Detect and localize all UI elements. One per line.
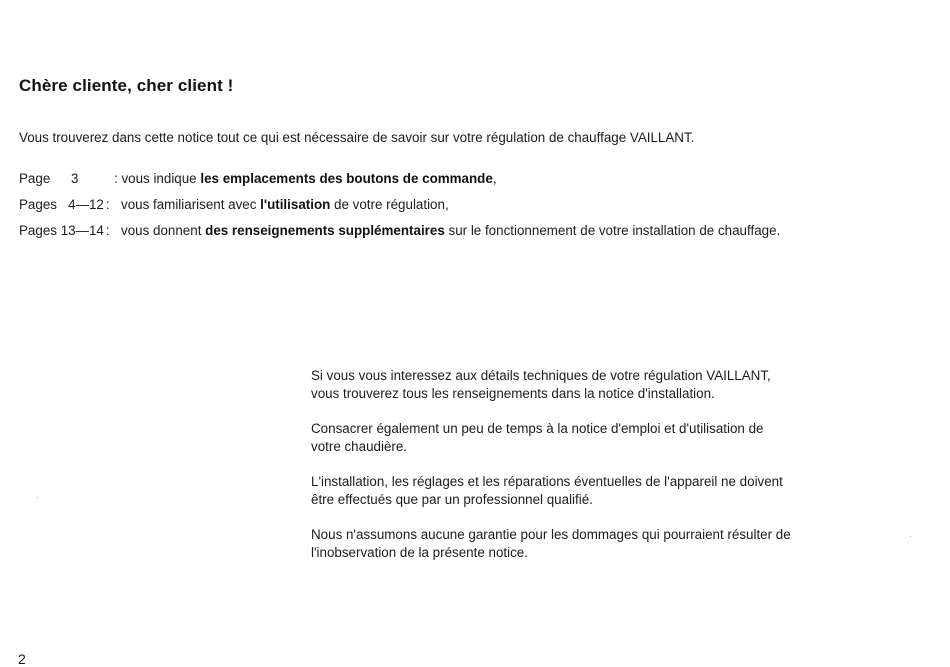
scan-speck [910, 536, 911, 537]
description-emphasis: l'utilisation [260, 197, 331, 212]
note-line: l'inobservation de la présente notice. [311, 545, 528, 560]
page-index [19, 166, 780, 244]
page-index-row [19, 218, 780, 244]
description-suffix: de votre régulation, [330, 197, 449, 212]
page-range: 3 [71, 171, 79, 186]
note-line: L'installation, les réglages et les réparations éventuelles de l'appareil ne doivent [311, 474, 783, 489]
page-index-row [19, 192, 780, 218]
page-range: 4—12 [68, 197, 104, 212]
description-emphasis: des renseignements supplémentaires [205, 223, 445, 238]
note-line: Consacrer également un peu de temps à la notice d'emploi et d'utilisation de [311, 421, 764, 436]
intro-paragraph: Vous trouverez dans cette notice tout ce qui est nécessaire de savoir sur votre régulation de chauffage VAILLANT. [19, 130, 695, 145]
description-suffix: , [492, 171, 497, 186]
page-heading: Chère cliente, cher client ! [19, 76, 234, 95]
page-reference [19, 166, 114, 192]
page-description [121, 192, 449, 218]
note-paragraph [311, 526, 891, 562]
description-suffix: sur le fonctionnement de votre installation de chauffage. [444, 223, 781, 238]
page-description [114, 166, 497, 192]
note-paragraph [311, 420, 891, 456]
description-text: vous donnent [121, 223, 206, 238]
note-line: votre chaudière. [311, 439, 408, 454]
description-text: : vous indique [114, 171, 201, 186]
description-emphasis: les emplacements des boutons de commande [200, 171, 493, 186]
page-label: Page [19, 171, 51, 186]
note-line: Nous n'assumons aucune garantie pour les dommages qui pourraient résulter de [311, 527, 791, 542]
note-paragraph [311, 473, 891, 509]
page-reference: Pages 4—12 : [19, 197, 110, 212]
page-number: 2 [18, 651, 26, 667]
page-description [121, 218, 780, 244]
page-label: Pages [19, 197, 57, 212]
description-text: vous familiarisent avec [121, 197, 261, 212]
scan-speck [37, 497, 38, 498]
note-line: être effectués que par un professionnel qualifié. [311, 492, 593, 507]
note-paragraph [311, 367, 891, 403]
notes-section [311, 367, 891, 579]
page-reference: Pages 13—14 : [19, 223, 110, 238]
note-line: Si vous vous interessez aux détails techniques de votre régulation VAILLANT, [311, 368, 771, 383]
page-range: 13—14 [60, 223, 104, 238]
page-label: Pages [19, 223, 57, 238]
page-index-row [19, 166, 780, 192]
note-line: vous trouverez tous les renseignements dans la notice d'installation. [311, 386, 715, 401]
